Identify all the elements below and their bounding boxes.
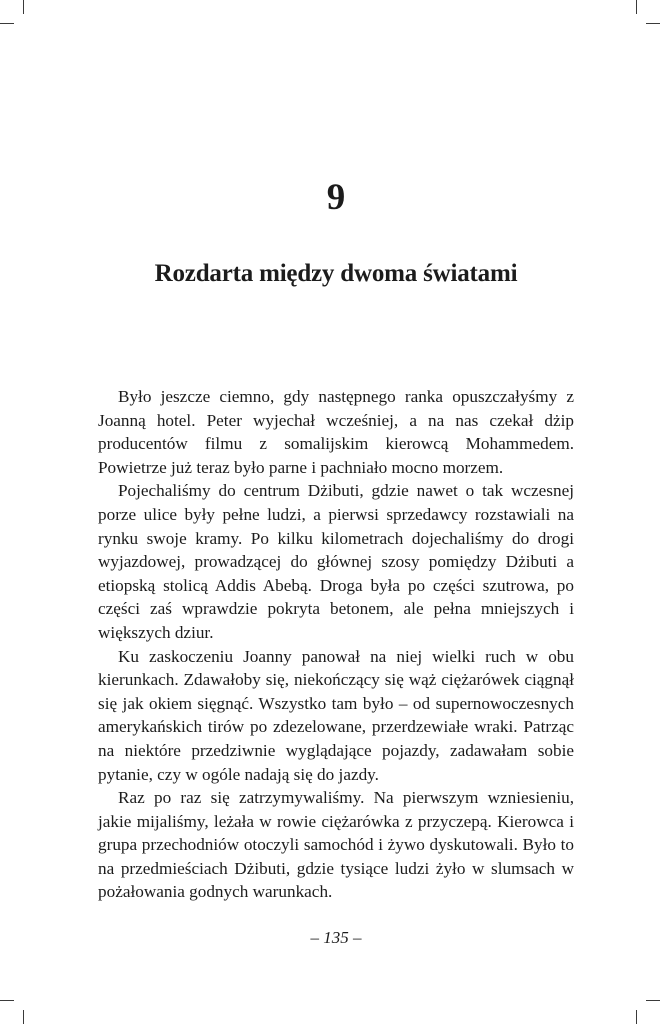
crop-mark-top-right-h xyxy=(646,23,660,24)
paragraph: Raz po raz się zatrzymywaliśmy. Na pierwszym wzniesieniu, jakie mijaliśmy, leżała w rowie ciężarówka z przyczepą. Kierowca i grupa przechodniów otoczyli samochód i żywo dyskutowali. Było to na przedmieściach Dżibuti, gdzie tysiące ludzi żyło w slumsach w pożałowania godnych warunkach. xyxy=(98,788,574,902)
chapter-title: Rozdarta między dwoma światami xyxy=(154,260,518,287)
page-number: – 135 – xyxy=(310,928,362,947)
chapter-number: 9 xyxy=(326,177,346,218)
crop-mark-bottom-right-v xyxy=(636,1010,637,1024)
crop-mark-top-left-h xyxy=(0,23,14,24)
crop-mark-top-right-v xyxy=(636,0,637,14)
crop-mark-bottom-left-h xyxy=(0,1000,14,1001)
paragraph: Ku zaskoczeniu Joanny panował na niej wielki ruch w obu kierunkach. Zdawałoby się, niekończący się wąż ciężarówek ciągnął się jak okiem sięgnąć. Wszystko tam było – od supernowoczesnych amerykańskich tirów po zdezelowane, przerdzewiałe wraki. Patrząc na niektóre przedziwnie wyglądające pojazdy, zadawałam sobie pytanie, czy w ogóle nadają się do jazdy. xyxy=(98,646,574,784)
body-text xyxy=(98,385,574,904)
paragraph: Pojechaliśmy do centrum Dżibuti, gdzie nawet o tak wczesnej porze ulice były pełne ludzi, a pierwsi sprzedawcy rozstawiali na rynku swoje kramy. Po kilku kilometrach dojechaliśmy do drogi wyjazdowej, prowadzącej do głównej szosy pomiędzy Dżibuti a etiopską stolicą Addis Abebą. Droga była po części szutrowa, po części zaś wprawdzie pokryta betonem, ale pełna mniejszych i większych dziur. xyxy=(98,481,574,642)
crop-mark-bottom-left-v xyxy=(23,1010,24,1024)
paragraph: Było jeszcze ciemno, gdy następnego ranka opuszczałyśmy z Joanną hotel. Peter wyjechał wcześniej, a na nas czekał dżip producentów filmu z somalijskim kierowcą Mohammedem. Powietrze już teraz było parne i pachniało mocno morzem. xyxy=(98,387,574,477)
crop-mark-bottom-right-h xyxy=(646,1000,660,1001)
crop-mark-top-left-v xyxy=(23,0,24,14)
